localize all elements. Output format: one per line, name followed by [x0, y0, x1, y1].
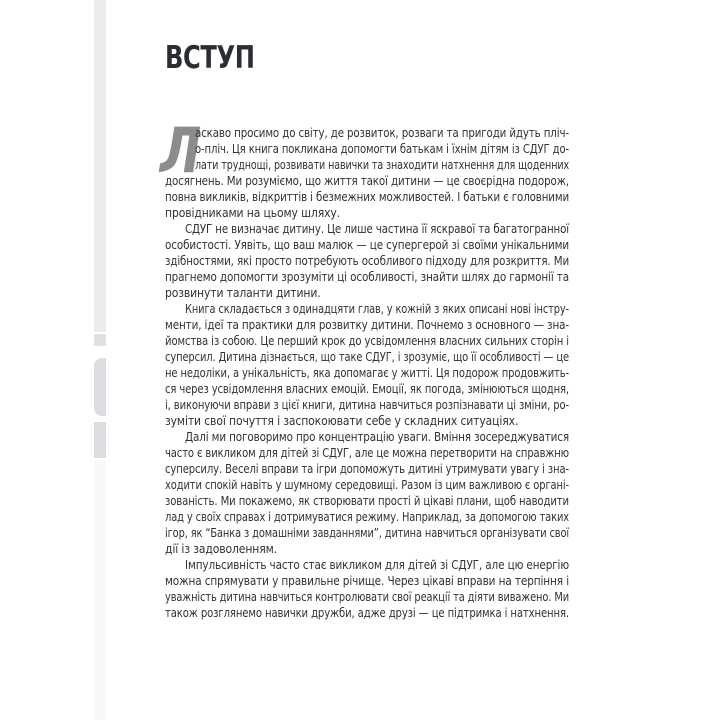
- text-line: розвинути таланти дитини.: [165, 285, 321, 300]
- text-line: дії із задоволенням.: [165, 541, 277, 556]
- paragraph: [165, 429, 569, 557]
- paragraph: [165, 221, 569, 301]
- page-edge-tab: [94, 422, 106, 458]
- text-line: можна спрямувати у правильне річище. Через цікаві вправи на терпіння і: [165, 573, 569, 588]
- text-line: Далі ми поговоримо про концентрацію уваги. Вміння зосереджуватися: [185, 429, 569, 444]
- page-edge-tab: [94, 334, 106, 346]
- text-line: менти, ідеї та практики для розвитку дитини. Почнемо з основного — зна-: [165, 317, 569, 332]
- text-line: здібностями, які просто потребують особливого підходу для розкриття. Ми: [165, 253, 569, 268]
- text-line: провідниками на цьому шляху.: [165, 205, 340, 220]
- page-edge-strip: [94, 0, 106, 332]
- paragraph: [165, 125, 569, 221]
- text-line: ся через усвідомлення власних емоцій. Емоції, як погода, змінюються щодня,: [165, 381, 569, 396]
- text-line: також розглянемо навички дружби, адже друзі — це підтримка і натхнення.: [165, 605, 569, 620]
- paragraph: [165, 557, 569, 621]
- text-line: аскаво просимо до світу, де розвиток, розваги та пригоди йдуть пліч-: [195, 125, 569, 140]
- text-line: о-пліч. Ця книга покликана допомогти батькам і їхнім дітям із СДУГ до-: [195, 141, 569, 156]
- body-text: [160, 114, 569, 621]
- text-line: ходити спокій навіть у шумному середовищі. Разом із цим важливою є органі-: [165, 477, 569, 492]
- text-line: суперсил. Дитина дізнається, що таке СДУГ, і зрозуміє, що її особливості — це: [165, 349, 569, 364]
- text-line: зуміти свої почуття і заспокоювати себе у складних ситуаціях.: [165, 413, 519, 428]
- drop-cap: Л: [160, 114, 202, 187]
- text-line: Книга складається з одинадцяти глав, у кожній з яких описані нові інстру-: [185, 301, 569, 316]
- text-line: суперсилу. Веселі вправи та ігри допоможуть дитині утримувати увагу і зна-: [165, 461, 569, 476]
- text-line: СДУГ не визначає дитину. Це лише частина її яскравої та багатогранної: [185, 221, 569, 236]
- text-line: досягнень. Ми розуміємо, що життя такої дитини — це своєрідна подорож,: [165, 173, 569, 188]
- text-line: особистості. Уявіть, що ваш малюк — це супергерой зі своїми унікальними: [165, 237, 569, 252]
- text-line: прагнемо допомогти зрозуміти ці особливості, знайти шлях до гармонії та: [165, 269, 569, 284]
- text-line: ігор, як “Банка з домашніми завданнями”, дитина навчиться організувати свої: [165, 525, 569, 540]
- paragraph: [165, 301, 569, 429]
- text-line: повна викликів, відкриттів і безмежних можливостей. І батьки є головними: [165, 189, 569, 204]
- text-line: уважність дитина навчиться контролювати свої реакції та діяти виважено. Ми: [165, 589, 569, 604]
- text-line: зованість. Ми покажемо, як створювати прості й цікаві плани, щоб наводити: [165, 493, 569, 508]
- text-line: не недоліки, а унікальність, яка допомагає у житті. Ця подорож продовжить-: [165, 365, 569, 380]
- text-line: Імпульсивність часто стає викликом для дітей зі СДУГ, але цю енергію: [185, 557, 569, 572]
- text-line: і, виконуючи вправи з цієї книги, дитина навчиться розпізнавати ці зміни, ро-: [165, 397, 569, 412]
- text-line: йомства із собою. Це перший крок до усвідомлення власних сильних сторін і: [165, 333, 569, 348]
- text-line: часто є викликом для дітей зі СДУГ, але це можна перетворити на справжню: [165, 445, 569, 460]
- page-edge-tab: [94, 358, 106, 416]
- page-edge-strip: [94, 460, 106, 720]
- chapter-title: ВСТУП: [165, 40, 255, 76]
- text-line: лад у своїх справах і дотримуватися режиму. Наприклад, за допомогою таких: [165, 509, 569, 524]
- text-line: лати труднощі, розвивати навички та знаходити натхнення для щоденних: [195, 157, 569, 172]
